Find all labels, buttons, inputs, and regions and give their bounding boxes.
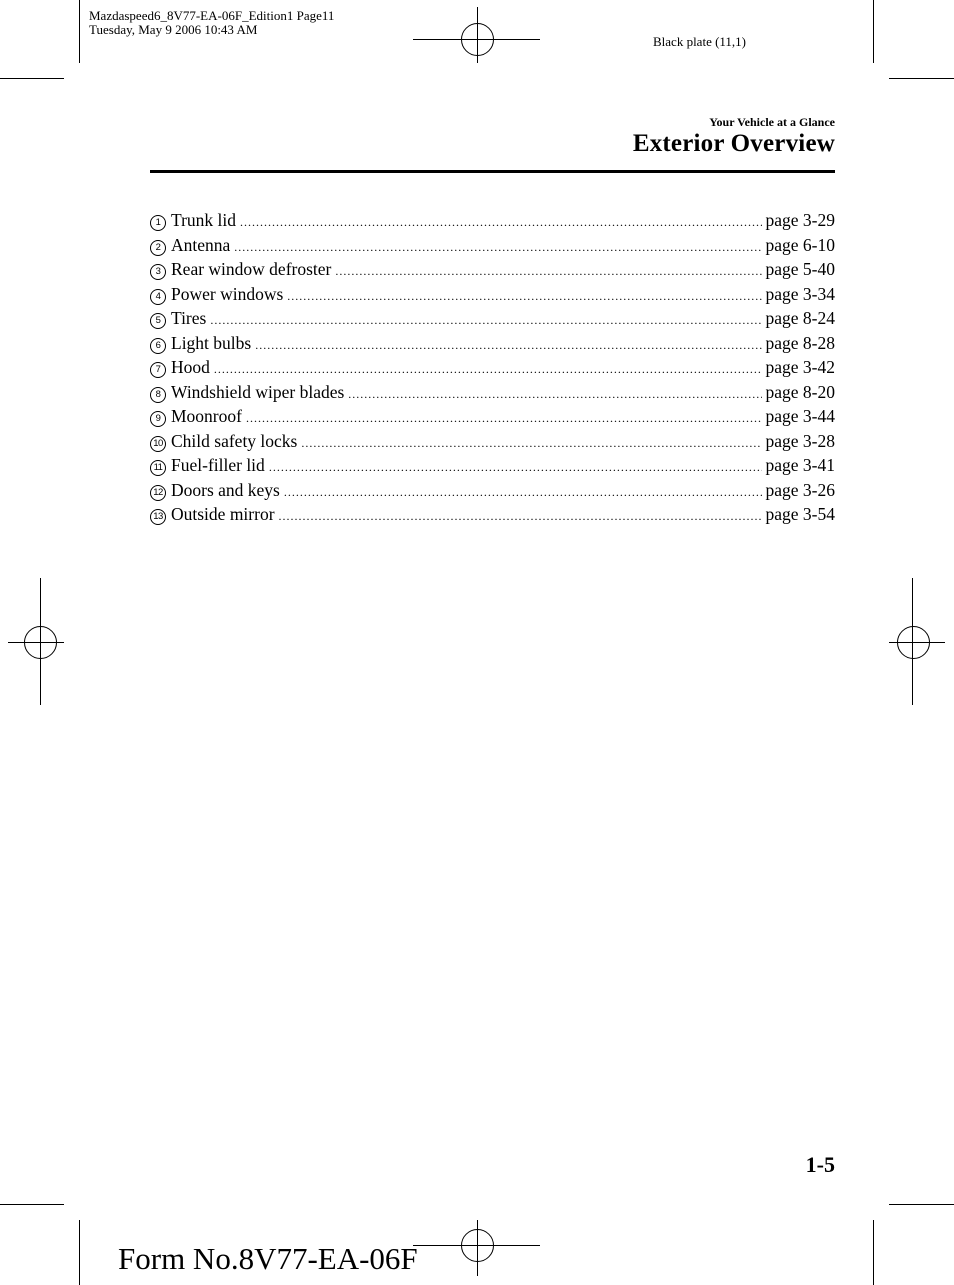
header-rule <box>150 170 835 173</box>
toc-label: Hood <box>171 357 210 377</box>
item-number-badge: 1 <box>150 215 166 231</box>
dot-leader <box>246 406 762 431</box>
page-reference[interactable]: page 8-20 <box>765 381 835 402</box>
toc-row[interactable] <box>150 502 835 527</box>
item-number-badge: 3 <box>150 264 166 280</box>
toc-label: Moonroof <box>171 406 242 426</box>
dot-leader <box>279 504 762 529</box>
page-reference[interactable]: page 3-41 <box>765 455 835 475</box>
dot-leader <box>284 480 762 505</box>
toc-row[interactable] <box>150 429 835 454</box>
print-info-date: Tuesday, May 9 2006 10:43 AM <box>89 22 258 37</box>
dot-leader <box>214 357 762 382</box>
page-reference[interactable]: page 3-29 <box>765 210 835 230</box>
item-number-badge: 4 <box>150 289 166 305</box>
print-info-file: Mazdaspeed6_8V77-EA-06F_Edition1 Page11 <box>89 8 335 23</box>
dot-leader <box>348 382 761 407</box>
toc-label: Trunk lid <box>171 210 237 230</box>
dot-leader <box>240 210 761 235</box>
toc-row[interactable] <box>150 355 835 380</box>
page-title: Exterior Overview <box>632 130 835 157</box>
toc-row[interactable] <box>150 233 835 258</box>
toc-row[interactable] <box>150 282 835 307</box>
item-number-badge: 11 <box>150 460 166 476</box>
toc-label: Antenna <box>171 234 231 255</box>
page-reference[interactable]: page 3-42 <box>765 357 835 377</box>
toc-row[interactable] <box>150 404 835 429</box>
dot-leader <box>301 431 761 456</box>
toc-label: Fuel-filler lid <box>171 455 265 475</box>
plate-label: Black plate (11,1) <box>653 34 747 49</box>
item-number-badge: 10 <box>150 436 166 452</box>
toc-row[interactable] <box>150 478 835 503</box>
item-number-badge: 12 <box>150 485 166 501</box>
page-reference[interactable]: page 3-28 <box>765 430 835 451</box>
item-number-badge: 2 <box>150 240 166 256</box>
page-reference[interactable]: page 8-24 <box>765 308 835 328</box>
page-reference[interactable]: page 8-28 <box>765 332 835 353</box>
dot-leader <box>335 259 761 284</box>
dot-leader <box>255 333 761 358</box>
item-number-badge: 13 <box>150 509 166 525</box>
dot-leader <box>269 455 762 480</box>
dot-leader <box>210 308 761 333</box>
toc-list <box>150 208 835 527</box>
toc-label: Outside mirror <box>171 504 275 524</box>
toc-row[interactable] <box>150 257 835 282</box>
toc-label: Light bulbs <box>171 332 252 353</box>
page-reference[interactable]: page 3-26 <box>765 479 835 500</box>
toc-label: Child safety locks <box>171 430 298 451</box>
page-reference[interactable]: page 3-44 <box>765 406 835 426</box>
item-number-badge: 7 <box>150 362 166 378</box>
section-label: Your Vehicle at a Glance <box>709 115 835 129</box>
toc-label: Power windows <box>171 283 284 304</box>
page-reference[interactable]: page 6-10 <box>765 234 835 255</box>
item-number-badge: 9 <box>150 411 166 427</box>
dot-leader <box>287 284 761 309</box>
toc-label: Windshield wiper blades <box>171 381 345 402</box>
page-number: 1-5 <box>805 1152 835 1177</box>
toc-row[interactable] <box>150 380 835 405</box>
item-number-badge: 5 <box>150 313 166 329</box>
page-reference[interactable]: page 3-54 <box>765 504 835 524</box>
toc-row[interactable] <box>150 453 835 478</box>
item-number-badge: 6 <box>150 338 166 354</box>
page-reference[interactable]: page 5-40 <box>765 259 835 279</box>
toc-label: Doors and keys <box>171 479 280 500</box>
page-reference[interactable]: page 3-34 <box>765 283 835 304</box>
toc-row[interactable] <box>150 208 835 233</box>
toc-row[interactable] <box>150 306 835 331</box>
item-number-badge: 8 <box>150 387 166 403</box>
dot-leader <box>234 235 761 260</box>
print-info <box>89 9 334 37</box>
toc-row[interactable] <box>150 331 835 356</box>
form-number: Form No.8V77-EA-06F <box>118 1241 418 1276</box>
toc-label: Tires <box>171 308 207 328</box>
toc-label: Rear window defroster <box>171 259 332 279</box>
